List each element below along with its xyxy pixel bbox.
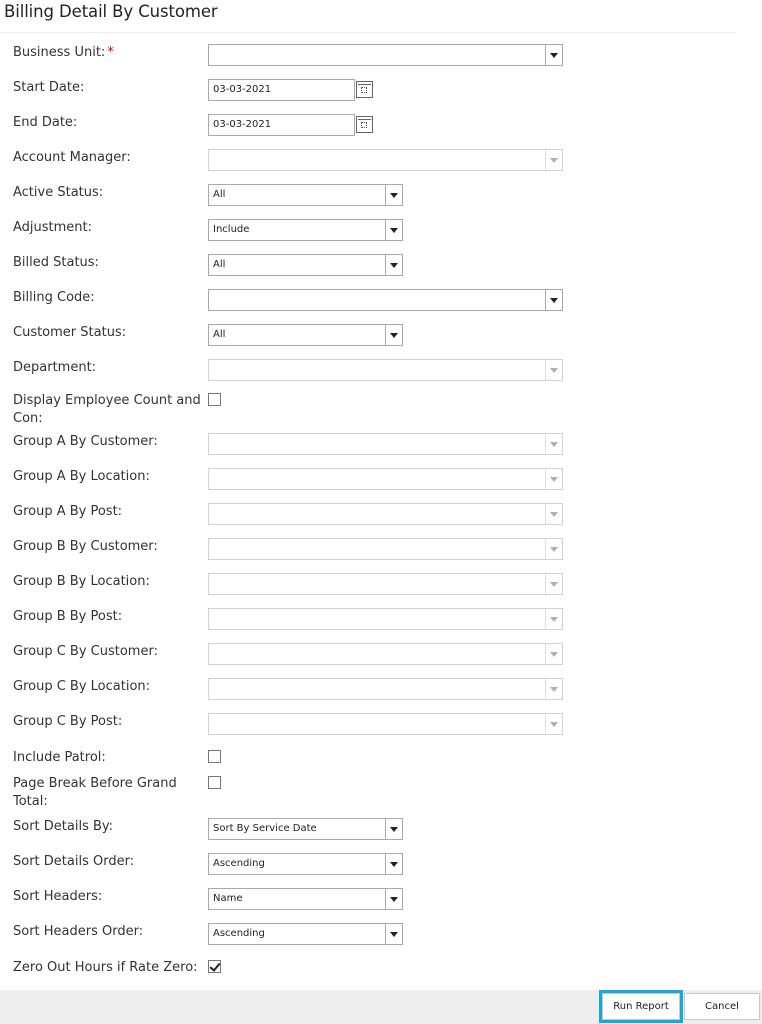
sort-details-by-value: Sort By Service Date [213,823,317,834]
sort-headers-order-label: Sort Headers Order: [13,924,144,939]
title-divider [0,32,736,33]
page-title: Billing Detail By Customer [4,2,218,21]
chevron-down-icon[interactable] [385,924,402,944]
chevron-down-icon[interactable] [545,714,562,734]
chevron-down-icon[interactable] [385,819,402,839]
sort-details-by-select[interactable] [208,818,403,840]
chevron-down-icon[interactable] [545,360,562,380]
page-break-label: Page Break Before Grand Total: [13,776,177,809]
start-date-input[interactable] [208,79,355,101]
group-b-by-location-label: Group B By Location: [13,574,150,589]
chevron-down-icon[interactable] [545,644,562,664]
group-c-by-post-select[interactable] [208,713,563,735]
sort-details-order-select[interactable] [208,853,403,875]
group-a-by-location-label: Group A By Location: [13,469,150,484]
business-unit-select[interactable] [208,44,563,66]
chevron-down-icon[interactable] [385,220,402,240]
run-report-button[interactable]: Run Report [602,993,680,1020]
billed-status-value: All [213,259,226,270]
chevron-down-icon[interactable] [385,255,402,275]
group-b-by-post-label: Group B By Post: [13,609,123,624]
group-b-by-customer-select[interactable] [208,538,563,560]
group-a-by-post-label: Group A By Post: [13,504,123,519]
group-b-by-location-select[interactable] [208,573,563,595]
calendar-icon[interactable] [356,116,373,133]
start-date-label: Start Date: [13,80,85,95]
billed-status-select[interactable] [208,254,403,276]
include-patrol-label: Include Patrol: [13,750,106,765]
customer-status-label: Customer Status: [13,325,127,340]
required-marker: * [107,45,114,60]
chevron-down-icon[interactable] [385,854,402,874]
chevron-down-icon[interactable] [545,609,562,629]
display-employee-count-checkbox[interactable] [208,393,221,406]
sort-details-by-label: Sort Details By: [13,819,114,834]
zero-out-hours-label: Zero Out Hours if Rate Zero: [13,960,198,975]
sort-headers-order-select[interactable] [208,923,403,945]
cancel-button[interactable]: Cancel [684,993,760,1020]
chevron-down-icon[interactable] [545,150,562,170]
group-c-by-post-label: Group C By Post: [13,714,123,729]
chevron-down-icon[interactable] [385,889,402,909]
business-unit-label: Business Unit: * [13,45,114,60]
account-manager-label: Account Manager: [13,150,131,165]
sort-headers-label: Sort Headers: [13,889,103,904]
group-c-by-customer-select[interactable] [208,643,563,665]
adjustment-select[interactable] [208,219,403,241]
active-status-label: Active Status: [13,185,104,200]
group-a-by-post-select[interactable] [208,503,563,525]
billing-code-select[interactable] [208,289,563,311]
group-a-by-customer-label: Group A By Customer: [13,434,158,449]
zero-out-hours-checkbox[interactable] [208,960,221,973]
sort-details-order-label: Sort Details Order: [13,854,135,869]
sort-details-order-value: Ascending [213,858,265,869]
chevron-down-icon[interactable] [545,290,562,310]
footer-bar [0,990,762,1024]
active-status-select[interactable] [208,184,403,206]
sort-headers-value: Name [213,893,243,904]
chevron-down-icon[interactable] [545,469,562,489]
calendar-icon[interactable] [356,81,373,98]
department-label: Department: [13,360,97,375]
group-a-by-location-select[interactable] [208,468,563,490]
start-date-value: 03-03-2021 [213,84,272,95]
customer-status-value: All [213,329,226,340]
group-b-by-post-select[interactable] [208,608,563,630]
chevron-down-icon[interactable] [385,185,402,205]
group-c-by-customer-label: Group C By Customer: [13,644,158,659]
sort-headers-order-value: Ascending [213,928,265,939]
active-status-value: All [213,189,226,200]
chevron-down-icon[interactable] [545,539,562,559]
include-patrol-checkbox[interactable] [208,750,221,763]
end-date-value: 03-03-2021 [213,119,272,130]
chevron-down-icon[interactable] [545,679,562,699]
adjustment-label: Adjustment: [13,220,93,235]
billing-code-label: Billing Code: [13,290,95,305]
chevron-down-icon[interactable] [545,504,562,524]
customer-status-select[interactable] [208,324,403,346]
department-select[interactable] [208,359,563,381]
display-employee-count-label: Display Employee Count and Con: [13,393,201,426]
group-c-by-location-select[interactable] [208,678,563,700]
adjustment-value: Include [213,224,250,235]
chevron-down-icon[interactable] [545,434,562,454]
billed-status-label: Billed Status: [13,255,99,270]
end-date-label: End Date: [13,115,78,130]
group-c-by-location-label: Group C By Location: [13,679,151,694]
chevron-down-icon[interactable] [545,574,562,594]
chevron-down-icon[interactable] [385,325,402,345]
end-date-input[interactable] [208,114,355,136]
group-a-by-customer-select[interactable] [208,433,563,455]
sort-headers-select[interactable] [208,888,403,910]
page-break-checkbox[interactable] [208,776,221,789]
group-b-by-customer-label: Group B By Customer: [13,539,158,554]
chevron-down-icon[interactable] [545,45,562,65]
account-manager-select[interactable] [208,149,563,171]
